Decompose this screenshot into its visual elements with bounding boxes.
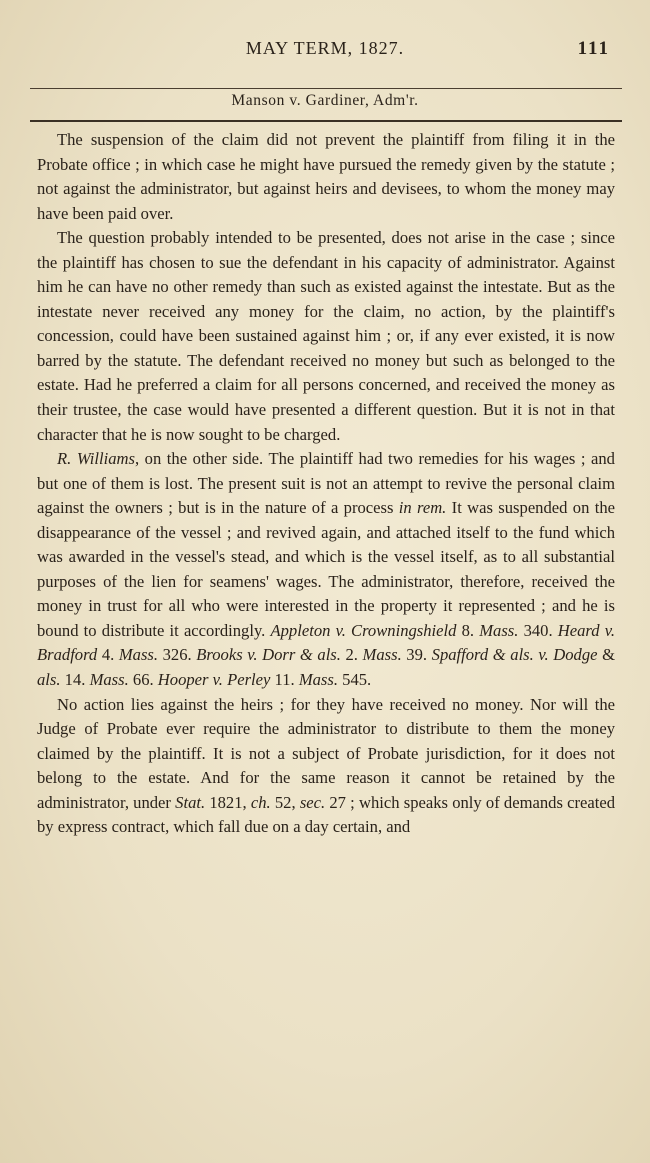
text-run: 326. bbox=[158, 645, 197, 665]
italic-text: Mass. bbox=[362, 645, 402, 665]
text-run: 8. bbox=[456, 620, 480, 640]
page-number: 111 bbox=[577, 38, 610, 59]
italic-text: Heard v. Bradford bbox=[37, 620, 616, 665]
text-run: 66. bbox=[128, 670, 158, 690]
italic-text: sec. bbox=[299, 792, 326, 812]
text-run: 1821, bbox=[205, 792, 251, 812]
text-run: It was suspended on the disappearance of the vessel ; and revived again, and attached itself to the fund which was awarded in the vessel's stead, and which is the vessel itself, as to all substantial purposes of the lien for seamens' wages. The administrator, therefore, received the money in trust for all who were interested in the property it represented ; and he is bound to distribute it accordingly. bbox=[37, 498, 615, 640]
italic-text: Hooper v. Perley bbox=[157, 670, 271, 690]
italic-text: in rem. bbox=[398, 498, 447, 518]
case-title: Manson v. Gardiner, Adm'r. bbox=[231, 92, 419, 109]
italic-text: Brooks v. Dorr & als. bbox=[196, 645, 341, 665]
italic-text: als. bbox=[37, 670, 61, 690]
text-run: The suspension of the claim did not prevent the plaintiff from filing it in the Probate office ; in which case he might have pursued the remedy given by the statute ; not against the administrator, but against heirs and devisees, to whom the money may have been paid over. bbox=[37, 130, 615, 223]
italic-text: Mass. bbox=[479, 620, 519, 640]
text-run: The question probably intended to be presented, does not arise in the case ; since the plaintiff has chosen to sue the defendant in his capacity of administrator. Against him he can have no other remedy than such as existed against the intestate. But as the intestate never received any money for the claim, no action, by the plaintiff's concession, could have been sustained against him ; or, if any ever existed, it is now barred by the statute. The defendant received no money but such as belonged to the estate. Had he preferred a claim for all persons concerned, and received the money as their trustee, the case would have presented a different question. But it is not in that character that he is now sought to be charged. bbox=[37, 228, 615, 444]
italic-text: Stat. bbox=[175, 792, 206, 812]
text-run: 27 ; which speaks only of demands created by express contract, which fall due on a day certain, and bbox=[37, 792, 616, 837]
body-text bbox=[37, 128, 615, 840]
page-header bbox=[0, 38, 650, 64]
text-run: 4. bbox=[97, 645, 119, 665]
text-run: 14. bbox=[60, 670, 90, 690]
paragraph bbox=[37, 226, 615, 447]
text-run: 340. bbox=[518, 620, 558, 640]
text-run: No action lies against the heirs ; for they have received no money. Nor will the Judge of Probate ever require the administrator to distribute to them the money claimed by the plaintiff. It is not a subject of Probate jurisdiction, for it does not belong to the estate. And for the same reason it cannot be retained by the administrator, under bbox=[37, 694, 615, 812]
italic-text: ch. bbox=[250, 792, 271, 812]
running-title: MAY TERM, 1827. bbox=[245, 38, 405, 58]
paragraph bbox=[37, 128, 615, 226]
paragraph bbox=[37, 693, 615, 840]
header-rule-top bbox=[30, 88, 622, 89]
italic-text: Appleton v. Crowningshield bbox=[270, 620, 457, 640]
text-run: 52, bbox=[270, 792, 300, 812]
italic-text: R. Williams bbox=[57, 449, 135, 469]
text-run: 545. bbox=[338, 670, 372, 690]
text-run: & bbox=[597, 645, 615, 665]
text-run: 39. bbox=[401, 645, 432, 665]
text-run: 2. bbox=[340, 645, 363, 665]
header-rule-bottom bbox=[30, 120, 622, 122]
italic-text: Mass. bbox=[89, 670, 129, 690]
text-run: 11. bbox=[270, 670, 299, 690]
text-run: , on the other side. The plaintiff had two remedies for his wages ; and but one of them is lost. The present suit is not an attempt to revive the personal claim against the owners ; but is in the nature of a process bbox=[37, 449, 615, 518]
italic-text: Mass. bbox=[118, 645, 159, 665]
paragraph bbox=[37, 447, 615, 692]
italic-text: Mass. bbox=[298, 670, 338, 690]
italic-text: Spafford & als. v. Dodge bbox=[431, 645, 598, 665]
